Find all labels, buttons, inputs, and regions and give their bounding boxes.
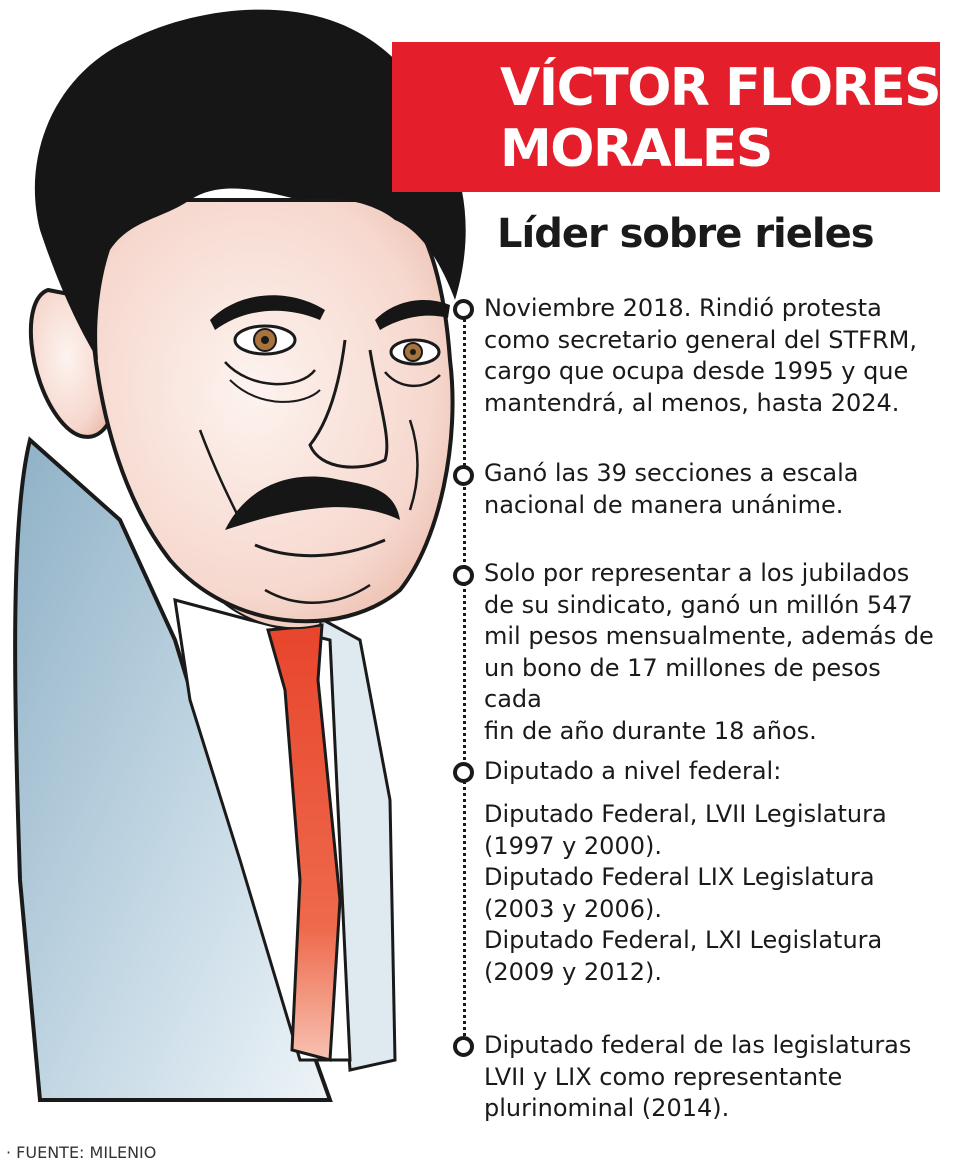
timeline-item: Ganó las 39 secciones a escala nacional de manera unánime. xyxy=(484,459,859,519)
timeline-item: Noviembre 2018. Rindió protesta como secretario general del STFRM, cargo que ocupa desde 1995 y que mantendrá, al menos, hasta 2024. xyxy=(484,294,917,417)
timeline-item: Solo por representar a los jubilados de su sindicato, ganó un millón 547 mil pesos mensualmente, además de un bono de 17 millones de pesos cada fin de año durante 18 años. xyxy=(484,559,934,745)
timeline-item: Diputado a nivel federal: xyxy=(484,757,782,785)
page-title-line-1: VÍCTOR FLORES xyxy=(500,58,941,118)
timeline-bullet-icon xyxy=(453,1036,474,1057)
timeline-bullet-icon xyxy=(453,565,474,586)
timeline-bullet-icon xyxy=(453,465,474,486)
timeline-dotted-line xyxy=(463,312,466,1042)
timeline-bullet-icon xyxy=(453,299,474,320)
timeline-bullet-icon xyxy=(453,762,474,783)
page-title-line-2: MORALES xyxy=(500,119,772,179)
source-credit: · FUENTE: MILENIO xyxy=(6,1143,157,1162)
timeline-item: Diputado federal de las legislaturas LVII y LIX como representante plurinominal (2014). xyxy=(484,1031,912,1122)
page-subtitle: Líder sobre rieles xyxy=(497,211,874,257)
legislatures-list: Diputado Federal, LVII Legislatura (1997 y 2000). Diputado Federal LIX Legislatura (2003 y 2006). Diputado Federal, LXI Legislatura (2009 y 2012). xyxy=(484,800,887,986)
face xyxy=(90,200,452,621)
